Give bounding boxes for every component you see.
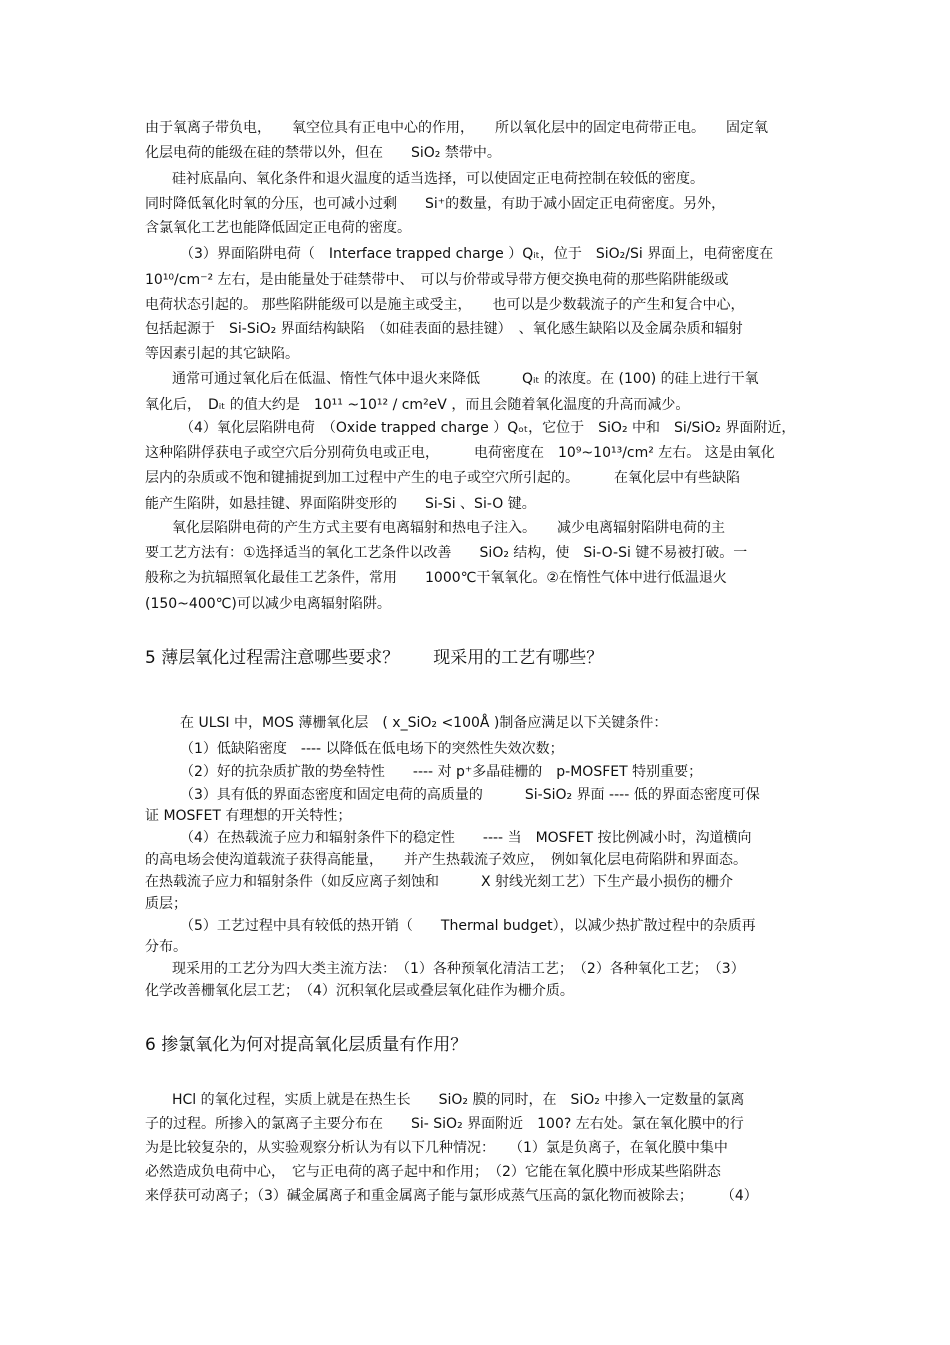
text-line: 层内的杂质或不饱和键捕捉到加工过程中产生的电子或空穴所引起的。 在氧化层中有些缺陷 [145, 470, 740, 486]
text-line: 为是比较复杂的，从实验观察分析认为有以下几种情况： （1）氯是负离子，在氧化膜中集中 [145, 1140, 728, 1156]
text-line: 要工艺方法有：①选择适当的氧化工艺条件以改善 SiO₂ 结构，使 Si-O-Si 键不易被打破。一 [145, 545, 748, 561]
text-line: 质层； [145, 896, 187, 912]
text-line: 必然造成负电荷中心， 它与正电荷的离子起中和作用； （2）它能在氧化膜中形成某些陷阱态 [145, 1164, 721, 1180]
text-line: 硅衬底晶向、氧化条件和退火温度的适当选择，可以使固定正电荷控制在较低的密度。 [172, 171, 704, 187]
text-line: 来俘获可动离子；（3）碱金属离子和重金属离子能与氯形成蒸气压高的氯化物而被除去； （4） [145, 1188, 758, 1204]
text-line: 这种陷阱俘获电子或空穴后分别荷负电或正电， 电荷密度在 10⁹~10¹³/cm² 左右。 这是由氧化 [145, 445, 775, 461]
text-line: 在热载流子应力和辐射条件（如反应离子刻蚀和 X 射线光刻工艺）下生产最小损伤的栅介 [145, 874, 734, 890]
text-line: 氧化层陷阱电荷的产生方式主要有电离辐射和热电子注入。 减少电离辐射陷阱电荷的主 [172, 520, 725, 536]
text-line: 在 ULSI 中，MOS 薄栅氧化层 ( x_SiO₂ <100Å )制备应满足以下关键条件： [180, 715, 668, 731]
text-line: HCl 的氧化过程，实质上就是在热生长 SiO₂ 膜的同时，在 SiO₂ 中掺入一定数量的氯离 [172, 1092, 745, 1108]
section-heading: 6 掺氯氧化为何对提高氧化层质量有作用？ [145, 1035, 468, 1055]
text-line: （3）具有低的界面态密度和固定电荷的高质量的 Si-SiO₂ 界面 ---- 低的界面态密度可保 [180, 787, 760, 803]
text-line: 化学改善栅氧化层工艺； （4）沉积氧化层或叠层氧化硅作为栅介质。 [145, 983, 574, 999]
text-line: 通常可通过氧化后在低温、惰性气体中退火来降低 Qᵢₜ 的浓度。在 (100) 的硅上进行干氧 [172, 371, 759, 387]
text-line: 子的过程。所掺入的氯离子主要分布在 Si- SiO₂ 界面附近 100? 左右处。氯在氧化膜中的行 [145, 1116, 744, 1132]
text-line: 等因素引起的其它缺陷。 [145, 346, 299, 362]
text-line: 氧化后， Dᵢₜ 的值大约是 10¹¹ ~10¹² / cm²eV ，而且会随着氧化温度的升高而减少。 [145, 397, 690, 413]
text-line: 般称之为抗辐照氧化最佳工艺条件，常用 1000℃干氧氧化。②在惰性气体中进行低温退火 [145, 570, 727, 586]
text-line: （5）工艺过程中具有较低的热开销（ Thermal budget），以减少热扩散过程中的杂质再 [180, 918, 756, 934]
text-line: 同时降低氧化时氧的分压，也可减小过剩 Si⁺的数量，有助于减小固定正电荷密度。另外， [145, 196, 726, 212]
text-line: 含氯氧化工艺也能降低固定正电荷的密度。 [145, 220, 411, 236]
text-line: 包括起源于 Si-SiO₂ 界面结构缺陷 （如硅表面的悬挂键） 、氧化感生缺陷以及金属杂质和辐射 [145, 321, 743, 337]
text-line: 分布。 [145, 939, 187, 955]
text-line: 能产生陷阱，如悬挂键、界面陷阱变形的 Si-Si 、Si-O 键。 [145, 496, 536, 512]
text-line: (150~400℃)可以减少电离辐射陷阱。 [145, 596, 391, 612]
text-line: 现采用的工艺分为四大类主流方法： （1）各种预氧化清洁工艺； （2）各种氧化工艺； （3） [172, 961, 745, 977]
text-line: 电荷状态引起的。 那些陷阱能级可以是施主或受主， 也可以是少数载流子的产生和复合中心， [145, 297, 745, 313]
text-line: 化层电荷的能级在硅的禁带以外，但在 SiO₂ 禁带中。 [145, 145, 501, 161]
text-line: 证 MOSFET 有理想的开关特性； [145, 808, 352, 824]
text-line: 由于氧离子带负电， 氧空位具有正电中心的作用， 所以氧化层中的固定电荷带正电。 固定氧 [145, 120, 768, 136]
text-line: （2）好的抗杂质扩散的势垒特性 ---- 对 p⁺多晶硅栅的 p-MOSFET 特别重要； [180, 764, 703, 780]
section-heading: 5 薄层氧化过程需注意哪些要求？ 现采用的工艺有哪些？ [145, 648, 604, 668]
text-line: 的高电场会使沟道载流子获得高能量， 并产生热载流子效应， 例如氧化层电荷陷阱和界面态。 [145, 852, 747, 868]
text-line: （1）低缺陷密度 ---- 以降低在低电场下的突然性失效次数； [180, 741, 564, 757]
text-line: 10¹⁰/cm⁻² 左右，是由能量处于硅禁带中、 可以与价带或导带方便交换电荷的那些陷阱能级或 [145, 272, 729, 288]
text-line: （4）氧化层陷阱电荷 （Oxide trapped charge ）Qₒₜ，它位于 SiO₂ 中和 Si/SiO₂ 界面附近， [180, 420, 796, 436]
text-line: （4）在热载流子应力和辐射条件下的稳定性 ---- 当 MOSFET 按比例减小时，沟道横向 [180, 830, 752, 846]
text-line: （3）界面陷阱电荷（ Interface trapped charge ）Qᵢₜ，位于 SiO₂/Si 界面上，电荷密度在 [180, 246, 774, 262]
